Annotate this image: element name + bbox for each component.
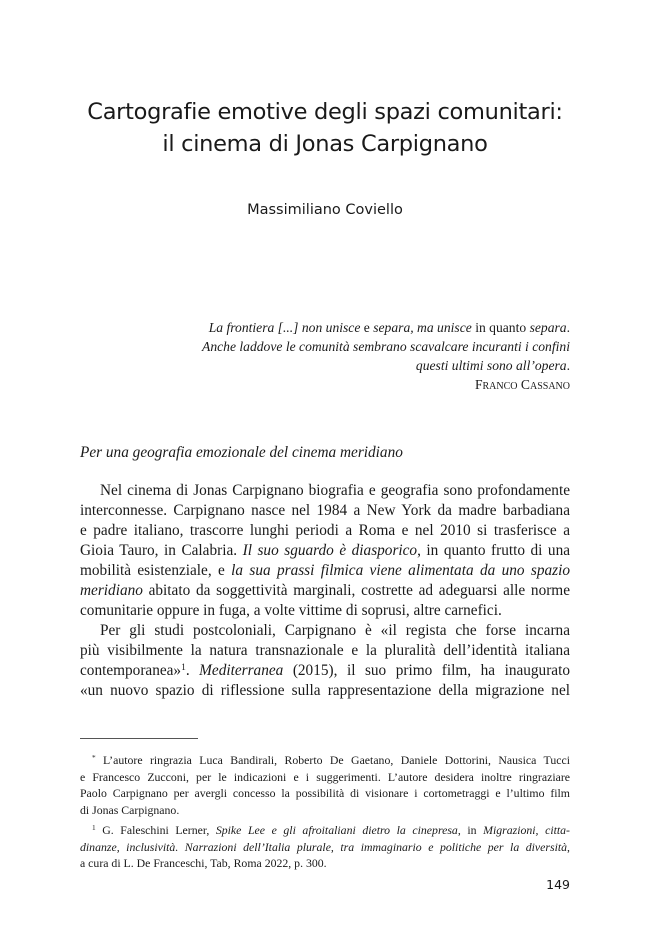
epigraph xyxy=(150,318,570,394)
body-line: più visibilmente la natura transnazionale e la pluralità dell’identità italiana xyxy=(80,642,570,659)
epigraph-line-3: questi ultimi sono all’opera. xyxy=(415,358,570,373)
footnote-1-line: a cura di L. De Franceschi, Tab, Roma 2022, p. 300. xyxy=(80,856,327,870)
footnote-divider xyxy=(80,738,198,739)
footnote-star-line: e Francesco Zucconi, per le indicazioni e i suggerimenti. L’autore desidera inoltre ringraziare xyxy=(80,769,570,784)
chapter-title-line-1: Cartografie emotive degli spazi comunitari: xyxy=(87,99,563,125)
footnote-star-line: di Jonas Carpignano. xyxy=(80,802,180,817)
footnote-mark-star: * xyxy=(92,752,96,762)
footnote-star-line: Paolo Carpignano per avergli concesso la possibilità di visionare i cortometraggi e l’ultimo film xyxy=(80,786,570,800)
chapter-title xyxy=(60,96,590,160)
section-heading: Per una geografia emozionale del cinema meridiano xyxy=(80,444,403,461)
body-line: meridiano abitato da soggettività marginali, costrette ad adeguarsi alle norme xyxy=(80,582,570,599)
body-line: comunitarie oppure in fuga, a volte vittime di soprusi, altre carnefici. xyxy=(80,602,502,619)
chapter-title-line-2: il cinema di Jonas Carpignano xyxy=(162,131,488,157)
epigraph-line-2: Anche laddove le comunità sembrano scavalcare incuranti i confini xyxy=(202,339,570,354)
footnotes xyxy=(80,752,570,872)
footnote-1-line: dinanze, inclusività. Narrazioni dell’Italia plurale, tra immaginario e politiche per la diversità, xyxy=(80,839,570,854)
author-name: Massimiliano Coviello xyxy=(247,202,403,218)
body-line: contemporanea»$^1$. Mediterranea (2015), il suo primo film, ha inaugurato xyxy=(80,662,570,679)
body-line: «un nuovo spazio di riflessione sulla rappresentazione della migrazione nel xyxy=(80,682,570,699)
page-number: 149 xyxy=(546,877,570,892)
body-line: Per gli studi postcoloniali, Carpignano è «il regista che forse incarna xyxy=(100,622,570,639)
epigraph-line-1: La frontiera [...] non unisce e separa, ma unisce in quanto separa. xyxy=(208,320,570,335)
body-line: interconnesse. Carpignano nasce nel 1984 a New York da madre barbadiana xyxy=(80,502,570,519)
footnote-star-line: * L’autore ringrazia Luca Bandirali, Roberto De Gaetano, Daniele Dottorini, Nausica Tucci xyxy=(92,752,570,767)
body-line: Gioia Tauro, in Calabria. Il suo sguardo è diasporico, in quanto frutto di una xyxy=(80,542,571,559)
footnote-mark-1: 1 xyxy=(92,822,96,832)
footnote-1-line: $^1$ G. Faleschini Lerner, Spike Lee e gli afroitaliani dietro la cinepresa, in Migrazioni, citta- xyxy=(92,822,570,837)
body-text xyxy=(80,481,570,701)
body-line: e padre italiano, trascorre lunghi periodi a Roma e nel 2010 si trasferisce a xyxy=(80,522,570,539)
body-line: mobilità esistenziale, e la sua prassi filmica viene alimentata da uno spazio xyxy=(80,562,570,579)
epigraph-source: Franco Cassano xyxy=(474,377,570,392)
footnote-ref-1[interactable]: 1 xyxy=(181,662,186,673)
body-line: Nel cinema di Jonas Carpignano biografia e geografia sono profondamente xyxy=(100,482,570,499)
